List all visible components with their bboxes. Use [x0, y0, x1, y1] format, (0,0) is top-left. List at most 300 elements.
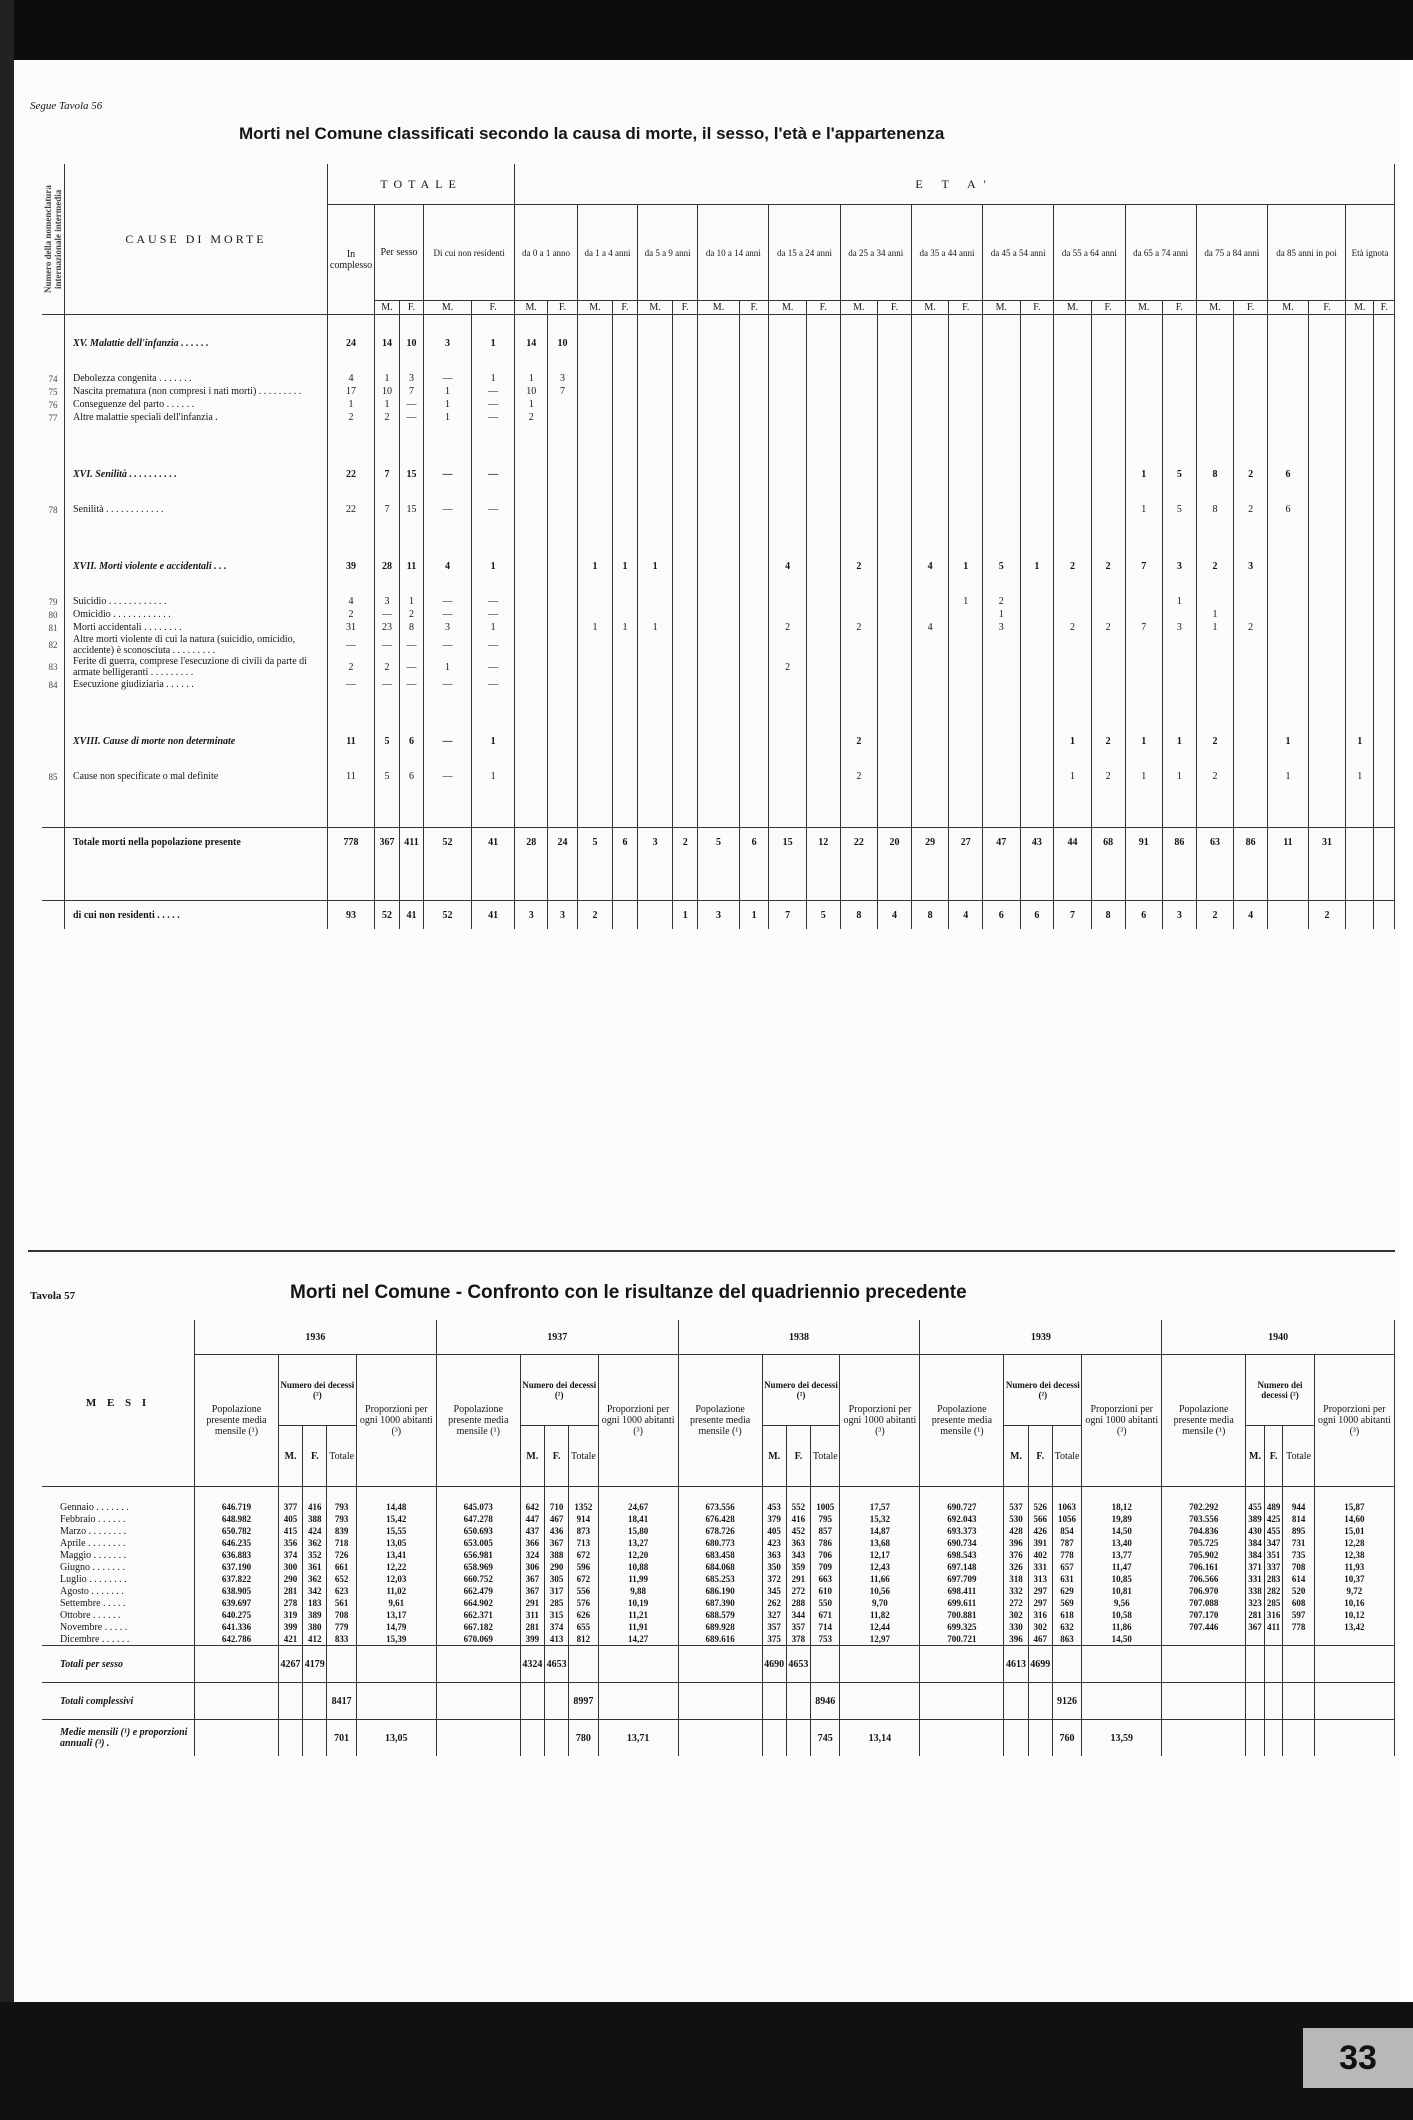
value-tot: 4: [328, 372, 375, 385]
age-f-header: F.: [878, 301, 912, 315]
spacer-cell: [613, 350, 638, 372]
spacer-cell: [399, 481, 423, 503]
spacer-cell: [1054, 516, 1091, 538]
month-row: [42, 1621, 1395, 1633]
age-value: [806, 398, 840, 411]
age-value: [1020, 735, 1054, 748]
age-value: [638, 634, 673, 656]
spacer-cell: [638, 446, 673, 468]
spacer-cell: [471, 878, 514, 901]
value-nrf: —: [471, 385, 514, 398]
month-value: 430: [1246, 1525, 1265, 1537]
spacer-cell: [399, 748, 423, 770]
spacer-cell: [1308, 424, 1345, 446]
value-tot: 11: [328, 735, 375, 748]
code-col-label: Numero della nomenclatura internazionale intermedia: [43, 185, 63, 293]
spacer-cell: [949, 783, 983, 805]
age-value: [577, 385, 612, 398]
value-f: 3: [399, 372, 423, 385]
value-nrf: —: [471, 678, 514, 691]
spacer-cell: [424, 856, 472, 878]
age-value: [806, 621, 840, 634]
age-value: [878, 735, 912, 748]
value-f: 1: [399, 595, 423, 608]
month-name: Aprile . . . . . . . .: [42, 1537, 195, 1549]
month-value: 662.479: [436, 1585, 520, 1597]
spacer-cell: [698, 783, 740, 805]
cause-code: 82: [42, 634, 65, 656]
age-value: [769, 468, 806, 481]
age-value: [638, 901, 673, 930]
spacer-cell: [1004, 1487, 1028, 1502]
age-value: [1308, 411, 1345, 424]
spacer-cell: [949, 856, 983, 878]
spacer-cell: [911, 856, 948, 878]
month-value: 9,88: [598, 1585, 678, 1597]
age-value: [613, 608, 638, 621]
age-value: [577, 595, 612, 608]
age-value: [1091, 398, 1125, 411]
value-nrm: —: [424, 634, 472, 656]
age-value: [638, 595, 673, 608]
value-m: 7: [375, 468, 400, 481]
age-value: 3: [983, 621, 1020, 634]
age-value: [577, 372, 612, 385]
table57-title: Morti nel Comune - Confronto con le risultanze del quadriennio precedente: [290, 1282, 967, 1303]
spacer-cell: [1196, 856, 1233, 878]
age-value: 6: [1267, 468, 1308, 481]
spacer-cell: [375, 713, 400, 735]
age-m-header: M.: [1125, 301, 1162, 315]
value-f: —: [399, 678, 423, 691]
value-m: 10: [375, 385, 400, 398]
month-value: 350: [762, 1561, 786, 1573]
age-value: [769, 411, 806, 424]
spacer-cell: [920, 1487, 1004, 1502]
age-value: [673, 411, 698, 424]
month-value: 731: [1283, 1537, 1314, 1549]
age-f-header: F.: [1308, 301, 1345, 315]
age-value: [1374, 621, 1395, 634]
col-pop-header: Popolazione presente media mensile (¹): [920, 1355, 1004, 1487]
spacer-cell: [548, 481, 578, 503]
cause-code: 80: [42, 608, 65, 621]
month-value: 11,02: [356, 1585, 436, 1597]
spacer-cell: [375, 856, 400, 878]
spacer-cell: [1234, 573, 1268, 595]
month-value: 753: [811, 1633, 840, 1646]
value-tot: 4: [328, 595, 375, 608]
spacer-cell: [983, 691, 1020, 713]
month-value: 662.371: [436, 1609, 520, 1621]
month-value: 15,32: [840, 1513, 920, 1525]
spacer-row: [42, 748, 1395, 770]
spacer-cell: [1091, 573, 1125, 595]
spacer-cell: [1020, 573, 1054, 595]
age-value: [698, 503, 740, 516]
month-value: 352: [303, 1549, 327, 1561]
total-f: 4699: [1028, 1646, 1052, 1683]
spacer-cell: [840, 748, 877, 770]
age-value: [1345, 503, 1374, 516]
age-value: 1: [1125, 735, 1162, 748]
spacer-cell: [1345, 713, 1374, 735]
spacer-cell: [1125, 350, 1162, 372]
spacer-cell: [42, 691, 65, 713]
spacer-cell: [983, 805, 1020, 828]
spacer-cell: [983, 878, 1020, 901]
spacer-cell: [1162, 1487, 1246, 1502]
month-value: 639.697: [195, 1597, 279, 1609]
month-value: 697.148: [920, 1561, 1004, 1573]
month-row: [42, 1573, 1395, 1585]
month-value: 706.970: [1162, 1585, 1246, 1597]
age-value: [878, 385, 912, 398]
value-nrm: —: [424, 770, 472, 783]
age-value: 6: [1125, 901, 1162, 930]
age-value: [1345, 398, 1374, 411]
month-value: 692.043: [920, 1513, 1004, 1525]
cause-name: XVII. Morti violente e accidentali . . .: [65, 560, 328, 573]
age-m-header: M.: [769, 301, 806, 315]
spacer-cell: [548, 573, 578, 595]
spacer-cell: [769, 350, 806, 372]
month-value: 646.235: [195, 1537, 279, 1549]
month-value: 357: [786, 1621, 810, 1633]
month-value: 313: [1028, 1573, 1052, 1585]
age-value: [949, 385, 983, 398]
spacer-cell: [1345, 856, 1374, 878]
empty-cell: [1314, 1683, 1394, 1720]
spacer-cell: [577, 805, 612, 828]
month-value: 15,80: [598, 1525, 678, 1537]
spacer-cell: [1314, 1487, 1394, 1502]
value-nrm: —: [424, 468, 472, 481]
month-value: 12,22: [356, 1561, 436, 1573]
age-value: [1091, 468, 1125, 481]
spacer-cell: [1196, 783, 1233, 805]
month-value: 778: [1283, 1621, 1314, 1633]
age-value: [949, 621, 983, 634]
month-value: 705.725: [1162, 1537, 1246, 1549]
value-f: 411: [399, 828, 423, 857]
spacer-cell: [638, 516, 673, 538]
month-value: 689.928: [678, 1621, 762, 1633]
age-value: 3: [1162, 901, 1196, 930]
month-value: 345: [762, 1585, 786, 1597]
month-value: 338: [1246, 1585, 1265, 1597]
spacer-cell: [878, 713, 912, 735]
age-value: [698, 678, 740, 691]
month-value: 623: [327, 1585, 356, 1597]
spacer-cell: [1091, 315, 1125, 338]
age-value: [1374, 901, 1395, 930]
age-value: [673, 385, 698, 398]
col-prop-header: Proporzioni per ogni 1000 abitanti (³): [356, 1355, 436, 1487]
spacer-cell: [577, 516, 612, 538]
month-value: 302: [1004, 1609, 1028, 1621]
month-name: Gennaio . . . . . . .: [42, 1501, 195, 1513]
month-value: 793: [327, 1513, 356, 1525]
month-value: 552: [786, 1501, 810, 1513]
spacer-cell: [569, 1487, 598, 1502]
month-value: 11,91: [598, 1621, 678, 1633]
spacer-cell: [840, 878, 877, 901]
month-value: 388: [544, 1549, 568, 1561]
spacer-cell: [638, 573, 673, 595]
age-value: 3: [515, 901, 548, 930]
age-value: [1091, 678, 1125, 691]
age-value: [983, 656, 1020, 678]
age-value: [911, 337, 948, 350]
spacer-cell: [1162, 878, 1196, 901]
spacer-row: [42, 878, 1395, 901]
spacer-cell: [739, 350, 769, 372]
age-value: [548, 678, 578, 691]
age-value: 22: [840, 828, 877, 857]
spacer-cell: [1234, 856, 1268, 878]
age-value: 1: [1125, 503, 1162, 516]
age-value: 1: [613, 621, 638, 634]
age-value: [840, 608, 877, 621]
media-mensile: [1283, 1720, 1314, 1757]
age-value: [806, 337, 840, 350]
spacer-cell: [806, 481, 840, 503]
spacer-cell: [577, 538, 612, 560]
month-value: 13,41: [356, 1549, 436, 1561]
month-value: 12,97: [840, 1633, 920, 1646]
age-value: 7: [548, 385, 578, 398]
spacer-cell: [806, 350, 840, 372]
age-value: [911, 634, 948, 656]
empty-cell: [195, 1720, 279, 1757]
age-value: [1234, 372, 1268, 385]
spacer-cell: [328, 446, 375, 468]
month-value: 330: [1004, 1621, 1028, 1633]
spacer-cell: [673, 538, 698, 560]
spacer-cell: [1125, 516, 1162, 538]
month-name: Settembre . . . . .: [42, 1597, 195, 1609]
col-numero-header: Numero dei decessi (²): [520, 1355, 598, 1426]
spacer-cell: [840, 783, 877, 805]
age-value: [1196, 595, 1233, 608]
age-value: 1: [638, 560, 673, 573]
age-value: [1345, 337, 1374, 350]
age-value: [983, 735, 1020, 748]
nonres-label: Di cui non residenti: [424, 205, 515, 301]
age-value: 63: [1196, 828, 1233, 857]
spacer-cell: [698, 516, 740, 538]
month-value: 597: [1283, 1609, 1314, 1621]
spacer-cell: [1345, 538, 1374, 560]
value-tot: 2: [328, 411, 375, 424]
scan-left-border: [0, 0, 14, 2120]
empty-cell: [195, 1683, 279, 1720]
age-value: 1: [638, 621, 673, 634]
spacer-cell: [698, 748, 740, 770]
value-f: 2: [399, 608, 423, 621]
month-value: 15,87: [1314, 1501, 1394, 1513]
spacer-cell: [673, 424, 698, 446]
age-value: [769, 398, 806, 411]
spacer-cell: [1234, 350, 1268, 372]
cause-name: Omicidio . . . . . . . . . . . .: [65, 608, 328, 621]
age-value: [840, 337, 877, 350]
month-value: 707.170: [1162, 1609, 1246, 1621]
spacer-row: [42, 446, 1395, 468]
spacer-cell: [769, 315, 806, 338]
month-value: 13,40: [1082, 1537, 1162, 1549]
age-value: [1020, 656, 1054, 678]
cause-name: Conseguenze del parto . . . . . .: [65, 398, 328, 411]
spacer-cell: [1308, 748, 1345, 770]
month-value: 371: [1246, 1561, 1265, 1573]
age-value: 5: [806, 901, 840, 930]
cause-code: [42, 901, 65, 930]
spacer-cell: [548, 856, 578, 878]
age-value: 3: [548, 372, 578, 385]
table-row: [42, 656, 1395, 678]
age-value: 1: [1162, 595, 1196, 608]
month-value: 687.390: [678, 1597, 762, 1609]
age-value: [878, 656, 912, 678]
spacer-cell: [1091, 713, 1125, 735]
value-m: 28: [375, 560, 400, 573]
month-value: 489: [1264, 1501, 1283, 1513]
spacer-cell: [762, 1487, 786, 1502]
spacer-cell: [840, 805, 877, 828]
cause-code: 74: [42, 372, 65, 385]
spacer-cell: [1267, 856, 1308, 878]
value-f: 7: [399, 385, 423, 398]
cause-code: 81: [42, 621, 65, 634]
cause-name: Senilità . . . . . . . . . . . .: [65, 503, 328, 516]
age-value: [949, 503, 983, 516]
spacer-cell: [1308, 805, 1345, 828]
spacer-cell: [65, 516, 328, 538]
spacer-cell: [375, 805, 400, 828]
month-value: 596: [569, 1561, 598, 1573]
age-value: [1020, 337, 1054, 350]
month-value: 316: [1028, 1609, 1052, 1621]
age-value: [1125, 411, 1162, 424]
age-value: [1091, 385, 1125, 398]
age-value: [1267, 398, 1308, 411]
empty-cell: [1162, 1683, 1246, 1720]
age-value: [983, 398, 1020, 411]
spacer-cell: [328, 516, 375, 538]
spacer-cell: [399, 516, 423, 538]
spacer-cell: [769, 805, 806, 828]
age-value: [1125, 634, 1162, 656]
month-value: 342: [303, 1585, 327, 1597]
age-value: 2: [1196, 770, 1233, 783]
sex-m-header: M.: [1246, 1426, 1265, 1487]
month-value: 678.726: [678, 1525, 762, 1537]
age-value: 11: [1267, 828, 1308, 857]
age-value: [515, 560, 548, 573]
spacer-cell: [1267, 538, 1308, 560]
spacer-cell: [613, 805, 638, 828]
age-value: [806, 595, 840, 608]
spacer-cell: [375, 424, 400, 446]
month-value: 344: [786, 1609, 810, 1621]
month-value: 281: [520, 1621, 544, 1633]
month-value: 384: [1246, 1537, 1265, 1549]
month-value: 786: [811, 1537, 840, 1549]
month-value: 688.579: [678, 1609, 762, 1621]
month-value: 18,41: [598, 1513, 678, 1525]
month-value: 327: [762, 1609, 786, 1621]
spacer-cell: [328, 783, 375, 805]
spacer-cell: [375, 878, 400, 901]
age-value: [548, 634, 578, 656]
spacer-cell: [548, 424, 578, 446]
spacer-cell: [673, 516, 698, 538]
spacer-cell: [840, 713, 877, 735]
age-value: [878, 337, 912, 350]
totali-complessivi-row: [42, 1683, 1395, 1720]
age-value: [1374, 608, 1395, 621]
spacer-cell: [515, 315, 548, 338]
spacer-cell: [638, 315, 673, 338]
cause-name: Suicidio . . . . . . . . . . . .: [65, 595, 328, 608]
spacer-cell: [424, 691, 472, 713]
month-value: 363: [786, 1537, 810, 1549]
age-value: [1234, 678, 1268, 691]
age-1: da 1 a 4 anni: [577, 205, 637, 301]
month-value: 363: [762, 1549, 786, 1561]
age-value: [806, 372, 840, 385]
month-value: 437: [520, 1525, 544, 1537]
month-value: 626: [569, 1609, 598, 1621]
spacer-cell: [878, 748, 912, 770]
spacer-cell: [42, 783, 65, 805]
spacer-cell: [638, 481, 673, 503]
age-value: 4: [911, 621, 948, 634]
spacer-cell: [577, 783, 612, 805]
month-value: 316: [1264, 1609, 1283, 1621]
spacer-cell: [399, 315, 423, 338]
age-value: [1267, 656, 1308, 678]
age-f-header: F.: [949, 301, 983, 315]
value-tot: 93: [328, 901, 375, 930]
spacer-cell: [638, 713, 673, 735]
age-value: 3: [698, 901, 740, 930]
age-value: [878, 621, 912, 634]
age-value: [1054, 372, 1091, 385]
age-value: [911, 468, 948, 481]
spacer-cell: [65, 573, 328, 595]
spacer-cell: [424, 783, 472, 805]
spacer-cell: [613, 315, 638, 338]
spacer-cell: [678, 1487, 762, 1502]
month-value: 11,93: [1314, 1561, 1394, 1573]
age-value: [613, 901, 638, 930]
spacer-cell: [1196, 805, 1233, 828]
age-value: [638, 411, 673, 424]
spacer-row: [42, 805, 1395, 828]
spacer-cell: [424, 481, 472, 503]
age-value: 1: [515, 398, 548, 411]
spacer-row: [42, 538, 1395, 560]
month-value: 706: [811, 1549, 840, 1561]
spacer-cell: [698, 424, 740, 446]
age-value: [911, 678, 948, 691]
spacer-cell: [1054, 350, 1091, 372]
month-value: 389: [1246, 1513, 1265, 1525]
month-value: 14,48: [356, 1501, 436, 1513]
